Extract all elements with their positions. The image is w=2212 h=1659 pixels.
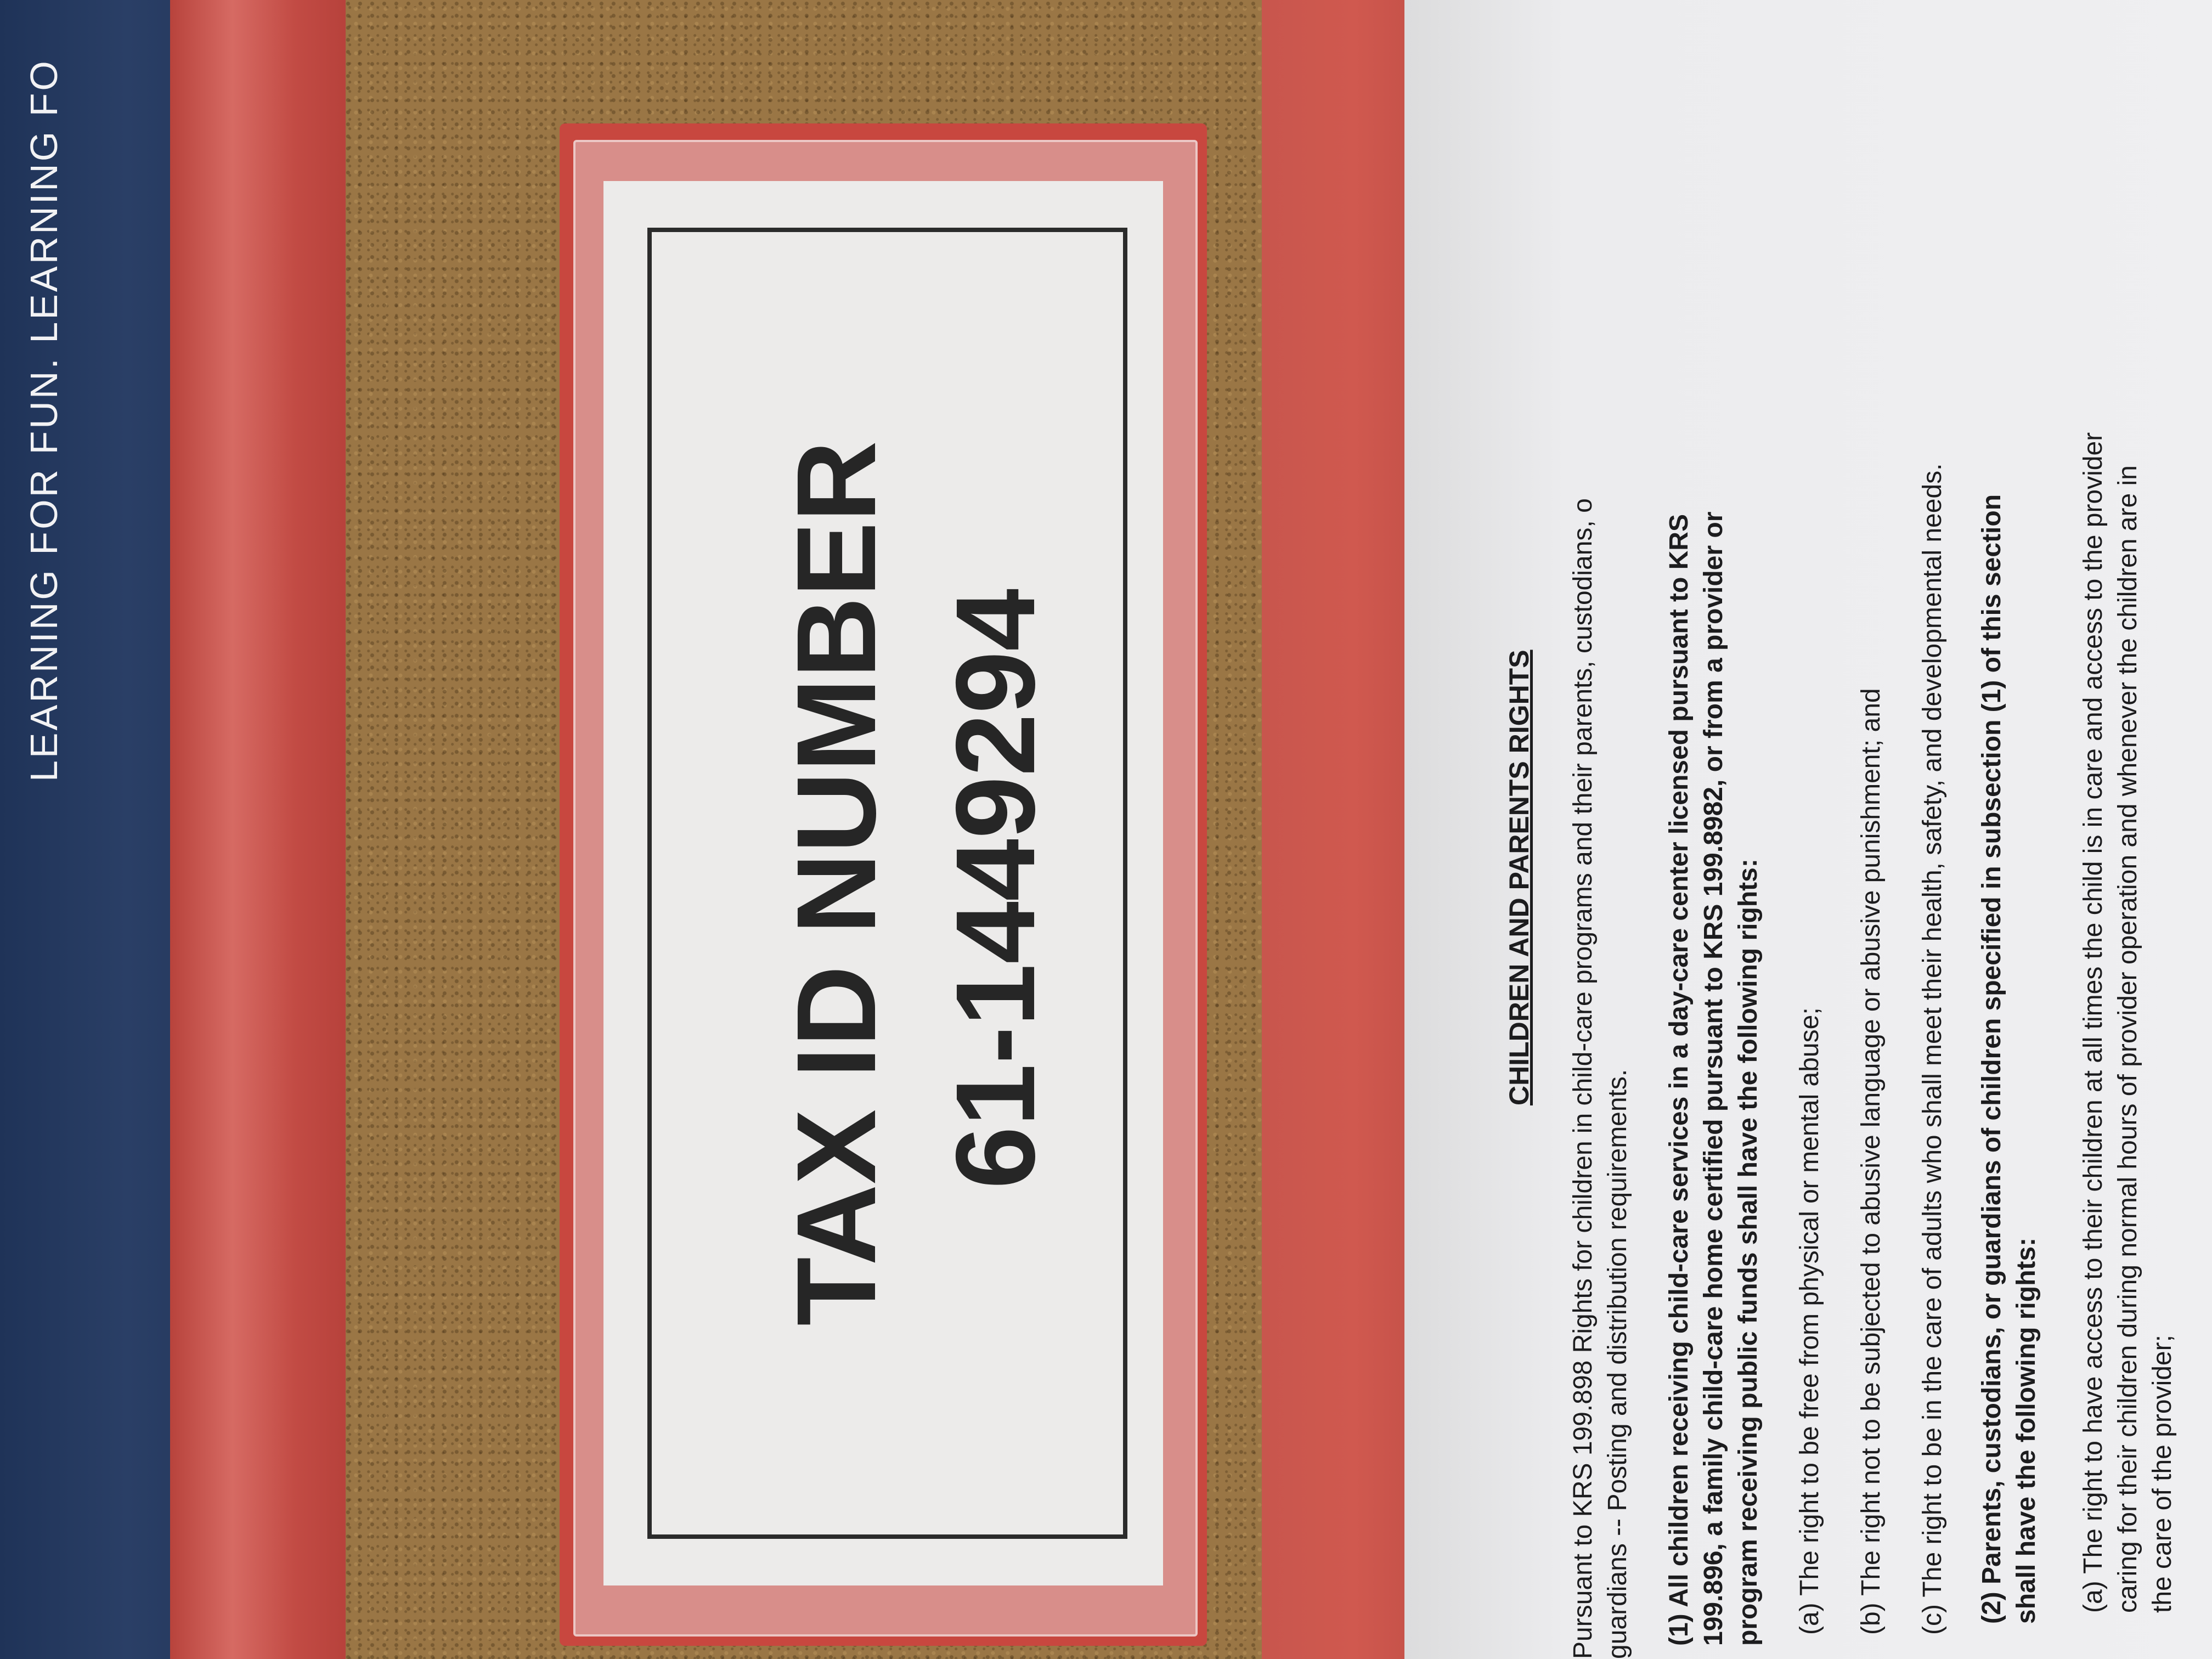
right-1c: (c) The right to be in the care of adults who shall meet their health, safety, and developmental needs. (1918, 463, 1947, 1635)
section1-line-2: 199.896, a family child-care home certified pursuant to KRS 199.8982, or from a provider or (1699, 511, 1728, 1646)
intro-line-1: Pursuant to KRS 199.898 Rights for children in child-care programs and their parents, custodians, o (1568, 498, 1598, 1659)
right-1b: (b) The right not to be subjected to abusive language or abusive punishment; and (1857, 688, 1886, 1635)
intro-line-2: guardians -- Posting and distribution requirements. (1603, 1069, 1632, 1659)
section1-line-1: (1) All children receiving child-care services in a day-care center licensed pursuant to KRS (1664, 514, 1694, 1646)
section2-line-2: shall have the following rights: (2012, 1237, 2041, 1624)
right-1a: (a) The right to be free from physical or mental abuse; (1795, 1007, 1824, 1635)
tax-id-number: 61-1449294 (933, 588, 1058, 1189)
poster-slogan: LEARNING FOR FUN. LEARNING FO (22, 59, 65, 782)
right-2a-line-2: caring for their children during normal hours of provider operation and whenever the children are in (2113, 465, 2142, 1613)
document-heading: CHILDREN AND PARENTS RIGHTS (1504, 650, 1534, 1105)
section1-line-3: program receiving public funds shall have the following rights: (1734, 859, 1763, 1646)
right-2a-line-1: (a) The right to have access to their children at all times the child is in care and access to the provider (2079, 432, 2108, 1613)
section2-line-1: (2) Parents, custodians, or guardians of children specified in subsection (1) of this section (1977, 494, 2006, 1624)
right-2a-line-3: the care of the provider; (2148, 1335, 2177, 1613)
sign-title: TAX ID NUMBER (774, 441, 899, 1326)
